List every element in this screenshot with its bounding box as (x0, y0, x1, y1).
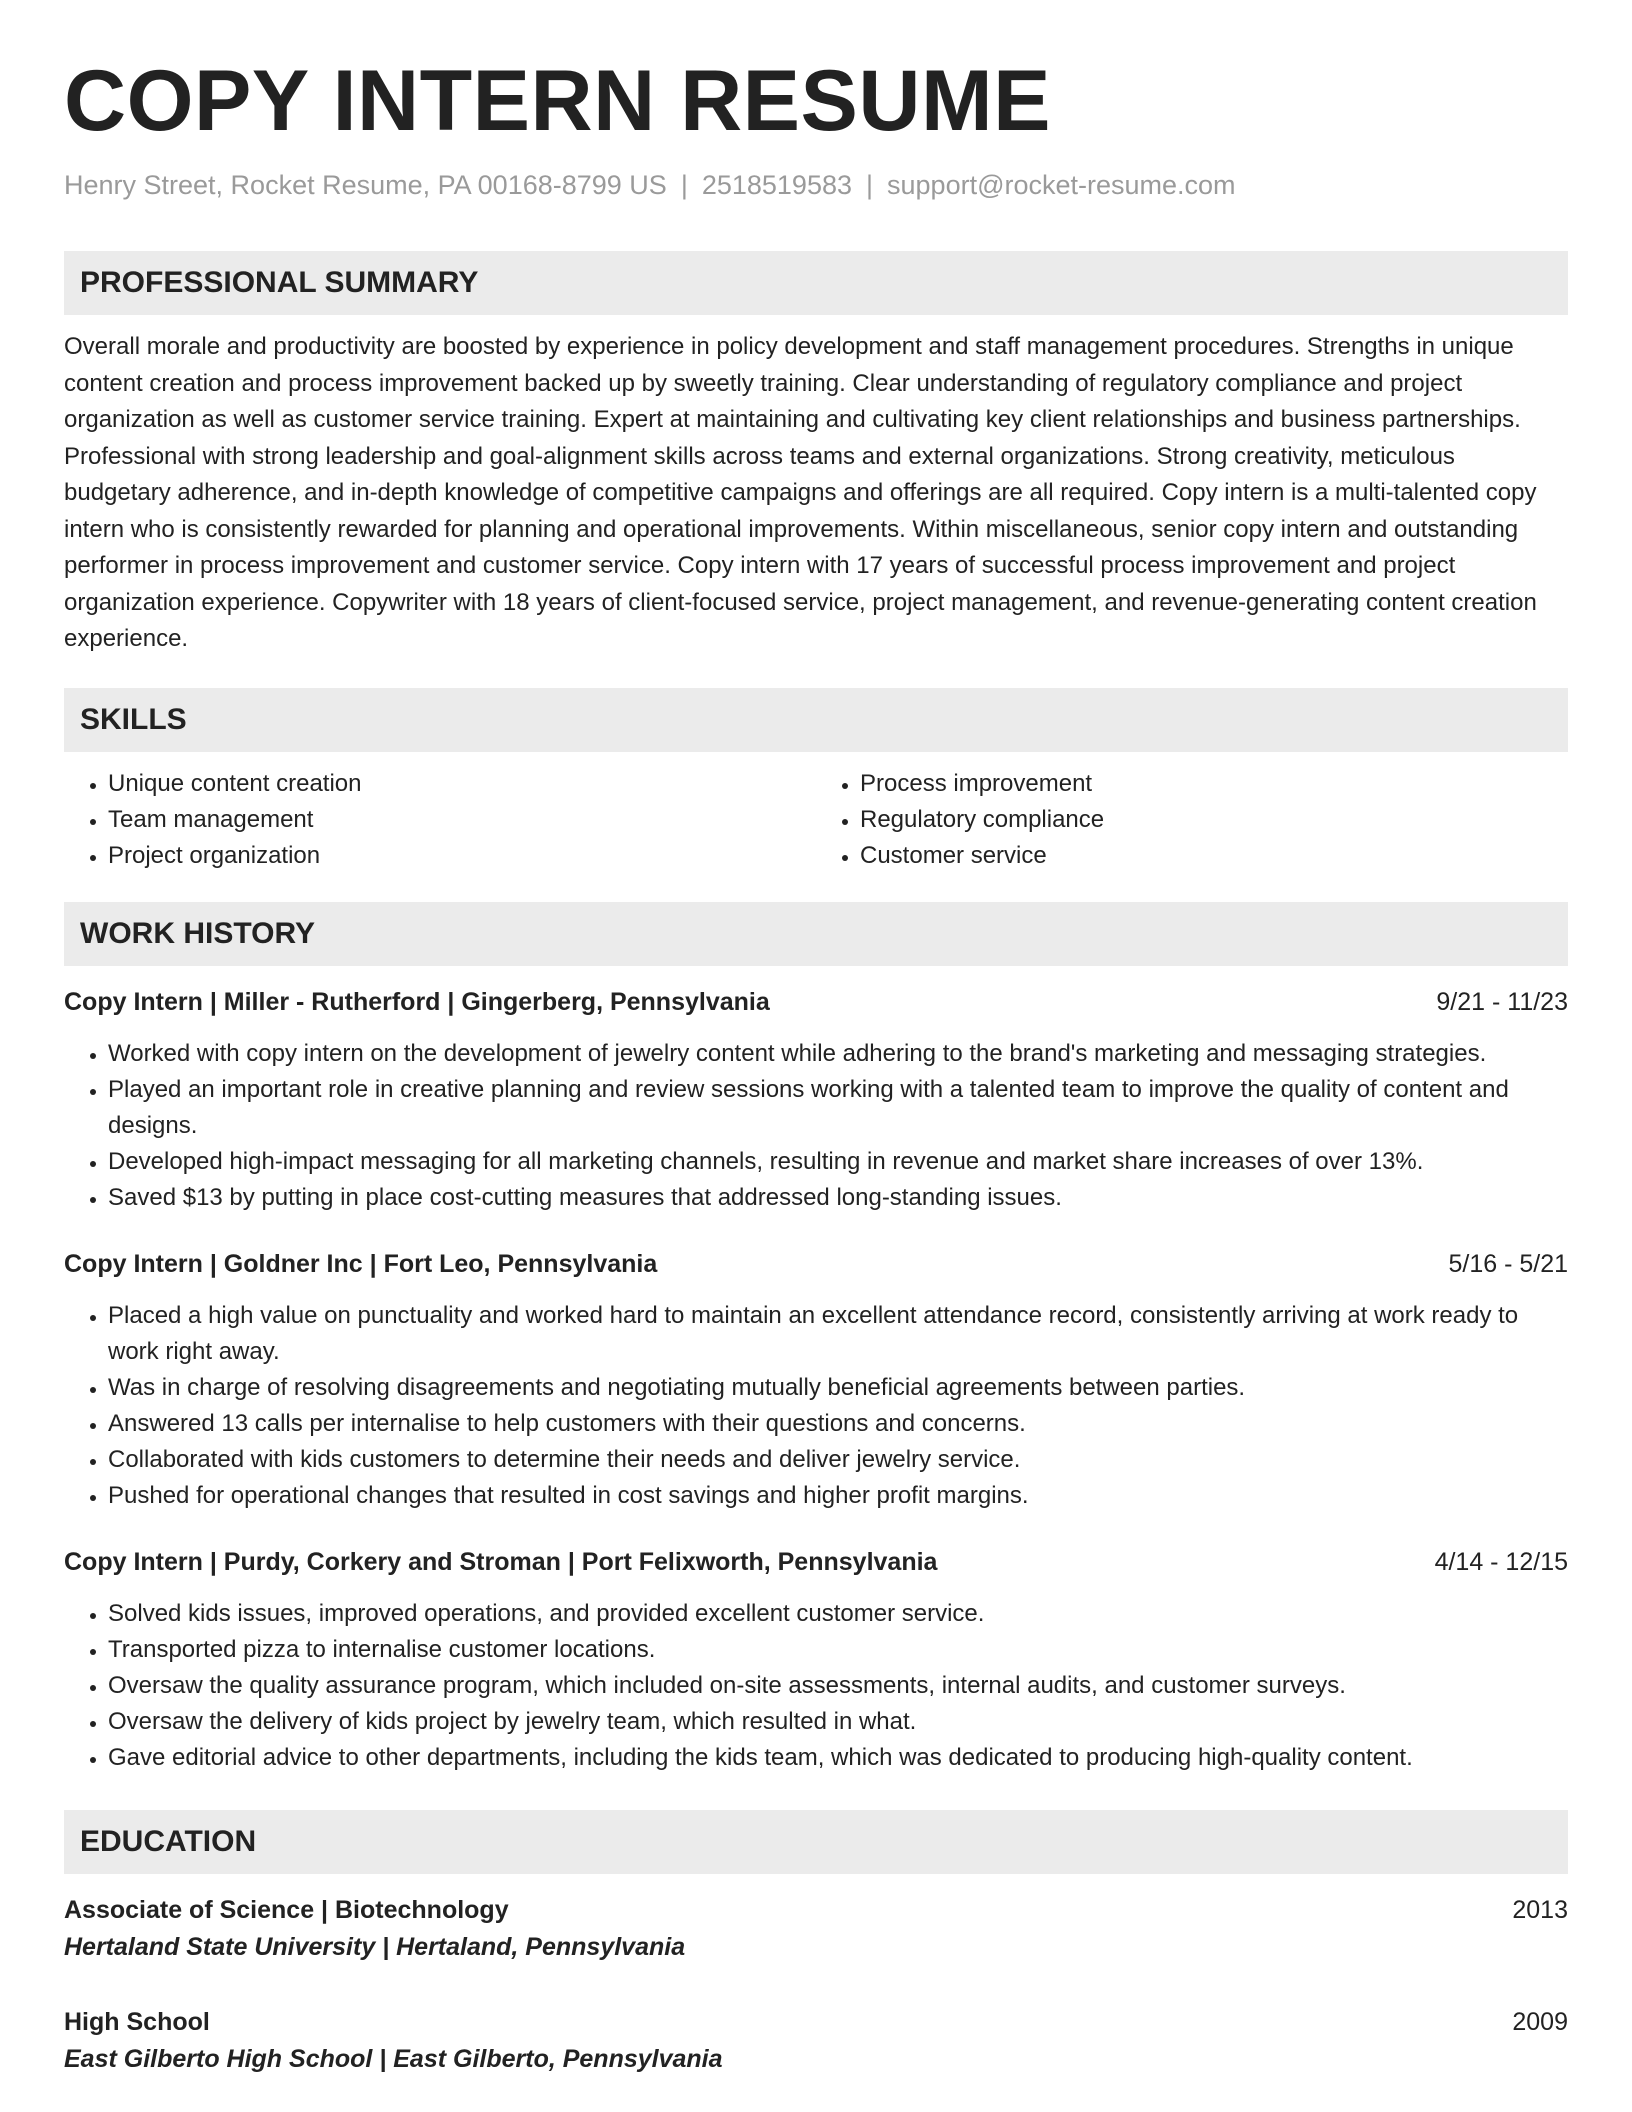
education-heading: EDUCATION (64, 1810, 1568, 1874)
skill-item: • Customer service (860, 838, 1568, 874)
education-degree: High School (64, 2007, 210, 2036)
education-header (64, 2004, 1568, 2041)
education-entry (64, 2004, 1568, 2078)
education-year: 2013 (1512, 1895, 1568, 1924)
job-bullet: • Oversaw the quality assurance program, which included on-site assessments, internal audits, and customer surveys. (108, 1668, 1568, 1704)
job-bullet: • Oversaw the delivery of kids project by jewelry team, which resulted in what. (108, 1704, 1568, 1740)
contact-email[interactable]: support@rocket-resume.com (887, 170, 1236, 200)
summary-heading: PROFESSIONAL SUMMARY (64, 251, 1568, 315)
summary-text: Overall morale and productivity are boosted by experience in policy development and staff management procedures. Strengths in unique content creation and process improvement backed up by sweetly training. Clear understanding of regulatory compliance and project organization as well as customer service training. Expert at maintaining and cultivating key client relationships and business partnerships. Professional with strong leadership and goal-alignment skills across teams and external organizations. Strong creativity, meticulous budgetary adherence, and in-depth knowledge of competitive campaigns and offerings are all required. Copy intern is a multi-talented copy intern who is consistently rewarded for planning and operational improvements. Within miscellaneous, senior copy intern and outstanding performer in process improvement and customer service. Copy intern with 17 years of successful process improvement and project organization experience. Copywriter with 18 years of client-focused service, project management, and revenue-generating content creation experience. (64, 333, 1537, 652)
job-bullets (64, 1036, 1568, 1216)
job-bullet: • Gave editorial advice to other departments, including the kids team, which was dedicated to producing high-quality content. (108, 1740, 1568, 1776)
job-bullet: • Saved $13 by putting in place cost-cutting measures that addressed long-standing issues. (108, 1180, 1568, 1216)
skill-item: • Regulatory compliance (860, 802, 1568, 838)
contact-line (64, 170, 1568, 201)
contact-address: Henry Street, Rocket Resume, PA 00168-8799 US (64, 170, 667, 200)
education-entry (64, 1892, 1568, 1966)
job-header (64, 1246, 1568, 1282)
contact-phone: 2518519583 (701, 170, 852, 200)
job-title: Copy Intern | Goldner Inc | Fort Leo, Pennsylvania (64, 1249, 658, 1278)
job-header (64, 1544, 1568, 1580)
education-degree: Associate of Science | Biotechnology (64, 1895, 509, 1924)
skill-item: • Project organization (108, 838, 816, 874)
job-dates: 4/14 - 12/15 (1434, 1547, 1568, 1576)
job-dates: 5/16 - 5/21 (1448, 1249, 1568, 1278)
job-bullet: • Developed high-impact messaging for all marketing channels, resulting in revenue and market share increases of over 13%. (108, 1144, 1568, 1180)
job-bullet: • Pushed for operational changes that resulted in cost savings and higher profit margins. (108, 1478, 1568, 1514)
job-bullet: • Played an important role in creative planning and review sessions working with a talented team to improve the quality of content and designs. (108, 1072, 1568, 1144)
skill-item: • Unique content creation (108, 766, 816, 802)
skill-item: • Team management (108, 802, 816, 838)
job-dates: 9/21 - 11/23 (1436, 987, 1568, 1016)
education-header (64, 1892, 1568, 1929)
job-header (64, 984, 1568, 1020)
contact-separator: | (680, 170, 688, 200)
job-bullet: • Answered 13 calls per internalise to help customers with their questions and concerns. (108, 1406, 1568, 1442)
skills-list-left (64, 766, 816, 874)
resume-title: COPY INTERN RESUME (64, 53, 1051, 149)
job-bullet: • Transported pizza to internalise customer locations. (108, 1632, 1568, 1668)
job-bullet: • Worked with copy intern on the development of jewelry content while adhering to the brand's marketing and messaging strategies. (108, 1036, 1568, 1072)
job-bullet: • Was in charge of resolving disagreements and negotiating mutually beneficial agreements between parties. (108, 1370, 1568, 1406)
work-history-heading: WORK HISTORY (64, 902, 1568, 966)
skill-item: • Process improvement (860, 766, 1568, 802)
education-school: East Gilberto High School | East Gilberto, Pennsylvania (64, 2044, 723, 2073)
job-bullet: • Placed a high value on punctuality and worked hard to maintain an excellent attendance record, consistently arriving at work ready to work right away. (108, 1298, 1568, 1370)
job-title: Copy Intern | Purdy, Corkery and Stroman | Port Felixworth, Pennsylvania (64, 1547, 938, 1576)
job-bullets (64, 1298, 1568, 1514)
job-entry (64, 1246, 1568, 1514)
job-bullet: • Solved kids issues, improved operations, and provided excellent customer service. (108, 1596, 1568, 1632)
job-bullet: • Collaborated with kids customers to determine their needs and deliver jewelry service. (108, 1442, 1568, 1478)
skills-grid (64, 766, 1568, 874)
contact-separator: | (866, 170, 874, 200)
education-school: Hertaland State University | Hertaland, Pennsylvania (64, 1932, 686, 1961)
skills-heading: SKILLS (64, 688, 1568, 752)
skills-list-right (816, 766, 1568, 874)
job-title: Copy Intern | Miller - Rutherford | Gingerberg, Pennsylvania (64, 987, 770, 1016)
job-entry (64, 1544, 1568, 1776)
job-entry (64, 984, 1568, 1216)
education-year: 2009 (1512, 2007, 1568, 2036)
job-bullets (64, 1596, 1568, 1776)
